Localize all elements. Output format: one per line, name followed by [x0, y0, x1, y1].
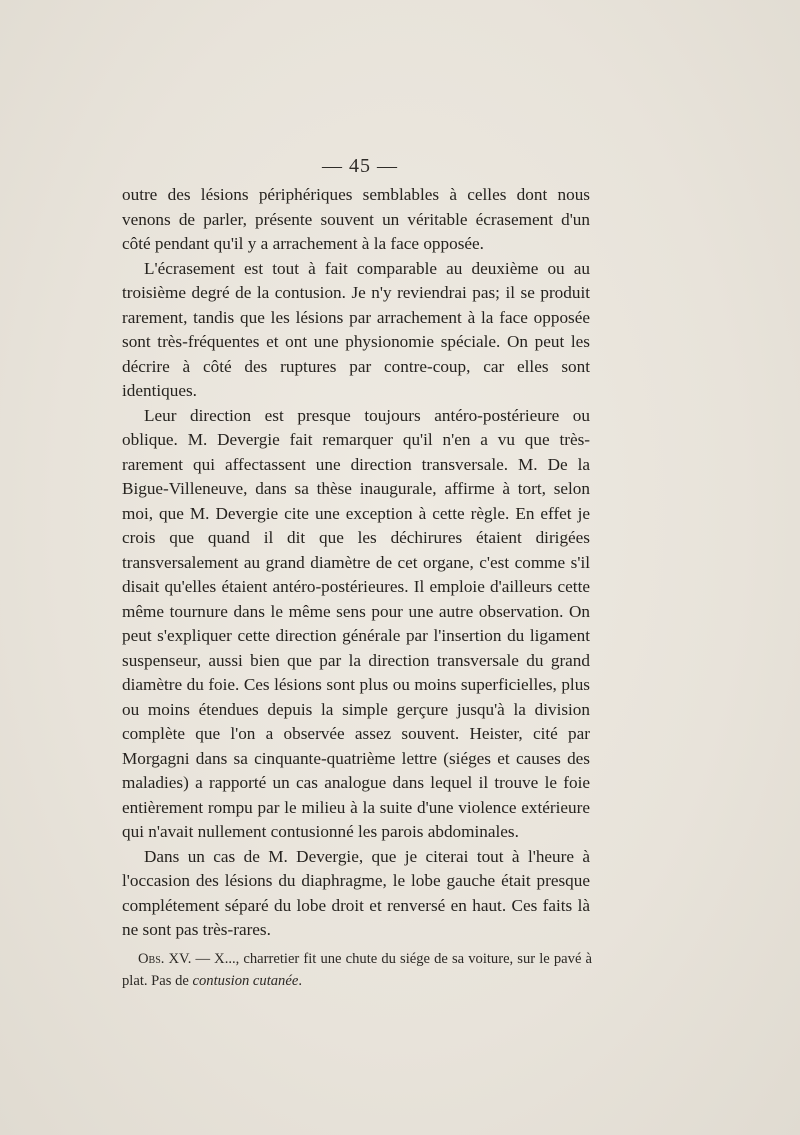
observation-italic: contusion cutanée [192, 973, 299, 989]
paragraph-3: Leur direction est presque toujours antéro-postérieure ou oblique. M. Devergie fait remarquer qu'il n'en a vu que très-rarement qui affectassent une direction transversale. M. De la Bigue-Villeneuve, dans sa thèse inaugurale, affirme à tort, selon moi, que M. Devergie cite une exception à cette règle. En effet je crois que quand il dit que les déchirures étaient dirigées transversalement au grand diamètre de cet organe, c'est comme s'il disait qu'elles étaient antéro-postérieures. Il emploie d'ailleurs cette même tournure dans le même sens pour une autre observation. On peut s'expliquer cette direction générale par l'insertion du ligament suspenseur, aussi bien que par la direction transversale du grand diamètre du foie. Ces lésions sont plus ou moins superficielles, plus ou moins étendues depuis la simple gerçure jusqu'à la division complète que l'on a observée assez souvent. Heister, cité par Morgagni dans sa cinquante-quatrième lettre (siéges et causes des maladies) a rapporté un cas analogue dans lequel il trouve le foie entièrement rompu par le milieu à la suite d'une violence extérieure qui n'avait nullement contusionné les parois abdominales. [122, 405, 590, 841]
page-number: — 45 — [322, 155, 398, 177]
body-text [122, 183, 590, 943]
paragraph-4: Dans un cas de M. Devergie, que je citerai tout à l'heure à l'occasion des lésions du diaphragme, le lobe gauche était presque complétement séparé du lobe droit et renversé en haut. Ces faits là ne sont pas très-rares. [122, 846, 590, 939]
paragraph-1: outre des lésions périphériques semblables à celles dont nous venons de parler, présente souvent un véritable écrasement d'un côté pendant qu'il y a arrachement à la face opposée. [122, 185, 590, 253]
observation-note [122, 948, 592, 992]
observation-end: . [298, 973, 302, 989]
observation-text: — X..., charretier fit une chute du siége de sa voiture, sur le pavé à plat. Pas de [122, 951, 592, 989]
paragraph-2: L'écrasement est tout à fait comparable au deuxième ou au troisième degré de la contusion. Je n'y reviendrai pas; il se produit rarement, tandis que les lésions par arrachement à la face opposée sont très-fréquentes et ont une physionomie spéciale. On peut les décrire à côté des ruptures par contre-coup, car elles sont identiques. [122, 258, 590, 400]
observation-label: Obs. XV. [138, 951, 192, 967]
